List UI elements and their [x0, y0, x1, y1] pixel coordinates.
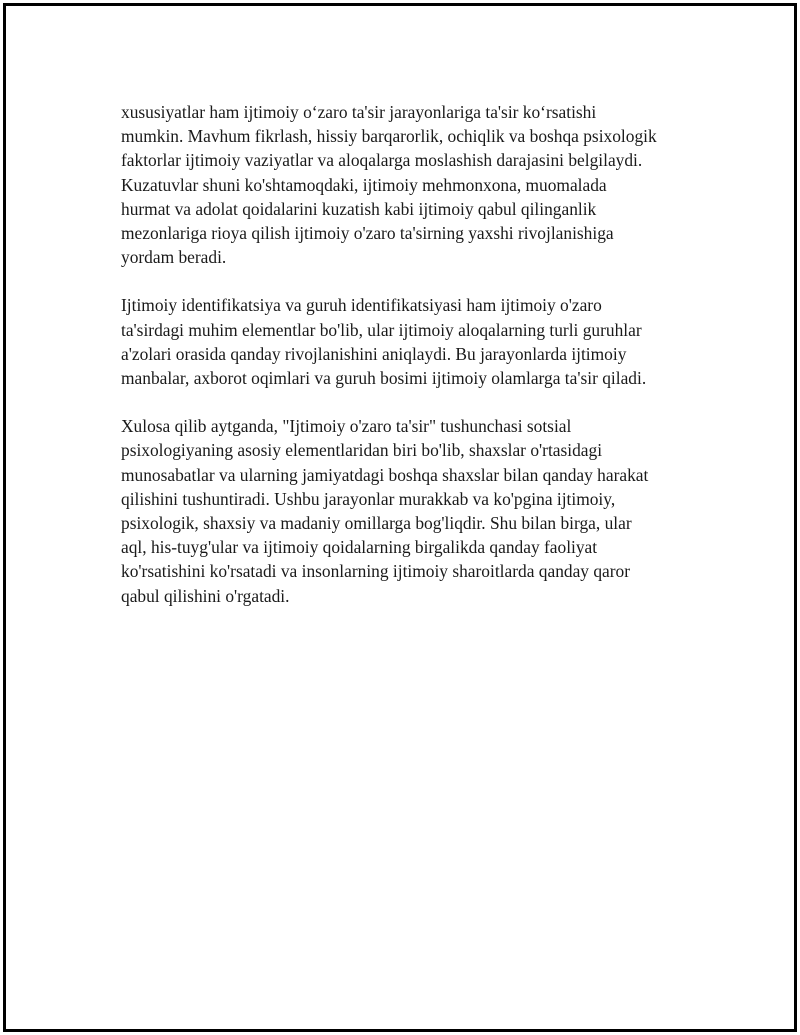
text-line: qilishini tushuntiradi. Ushbu jarayonlar murakkab va ko'pgina ijtimoiy,	[121, 488, 616, 509]
document-body	[121, 100, 701, 632]
paragraph-2	[121, 293, 701, 390]
text-line: manbalar, axborot oqimlari va guruh bosimi ijtimoiy olamlarga ta'sir qiladi.	[121, 368, 647, 389]
text-line: munosabatlar va ularning jamiyatdagi boshqa shaxslar bilan qanday harakat	[121, 464, 649, 485]
text-line: ta'sirdagi muhim elementlar bo'lib, ular ijtimoiy aloqalarning turli guruhlar	[121, 319, 642, 340]
text-line: mumkin. Mavhum fikrlash, hissiy barqarorlik, ochiqlik va boshqa psixologik	[121, 126, 657, 147]
text-line: Kuzatuvlar shuni ko'shtamoqdaki, ijtimoiy mehmonxona, muomalada	[121, 174, 607, 195]
text-line: xususiyatlar ham ijtimoiy o‘zaro ta'sir jarayonlariga ta'sir ko‘rsatishi	[121, 102, 597, 122]
paragraph-1	[121, 100, 701, 269]
text-line: ko'rsatishini ko'rsatadi va insonlarning ijtimoiy sharoitlarda qanday qaror	[121, 561, 631, 582]
text-line: Ijtimoiy identifikatsiya va guruh identifikatsiyasi ham ijtimoiy o'zaro	[121, 295, 602, 316]
text-line: hurmat va adolat qoidalarini kuzatish kabi ijtimoiy qabul qilinganlik	[121, 198, 597, 219]
text-line: qabul qilishini o'rgatadi.	[121, 585, 290, 606]
text-line: mezonlariga rioya qilish ijtimoiy o'zaro ta'sirning yaxshi rivojlanishiga	[121, 223, 614, 244]
text-line: Xulosa qilib aytganda, "Ijtimoiy o'zaro ta'sir" tushunchasi sotsial	[121, 416, 572, 437]
page-frame	[3, 3, 797, 1032]
text-line: psixologik, shaxsiy va madaniy omillarga bog'liqdir. Shu bilan birga, ular	[121, 513, 632, 534]
text-line: a'zolari orasida qanday rivojlanishini aniqlaydi. Bu jarayonlarda ijtimoiy	[121, 343, 627, 364]
text-line: faktorlar ijtimoiy vaziyatlar va aloqalarga moslashish darajasini belgilaydi.	[121, 150, 643, 171]
text-line: psixologiyaning asosiy elementlaridan biri bo'lib, shaxslar o'rtasidagi	[121, 440, 603, 461]
text-line: yordam beradi.	[121, 247, 227, 268]
text-line: aql, his-tuyg'ular va ijtimoiy qoidalarning birgalikda qanday faoliyat	[121, 537, 598, 558]
paragraph-3	[121, 414, 701, 608]
